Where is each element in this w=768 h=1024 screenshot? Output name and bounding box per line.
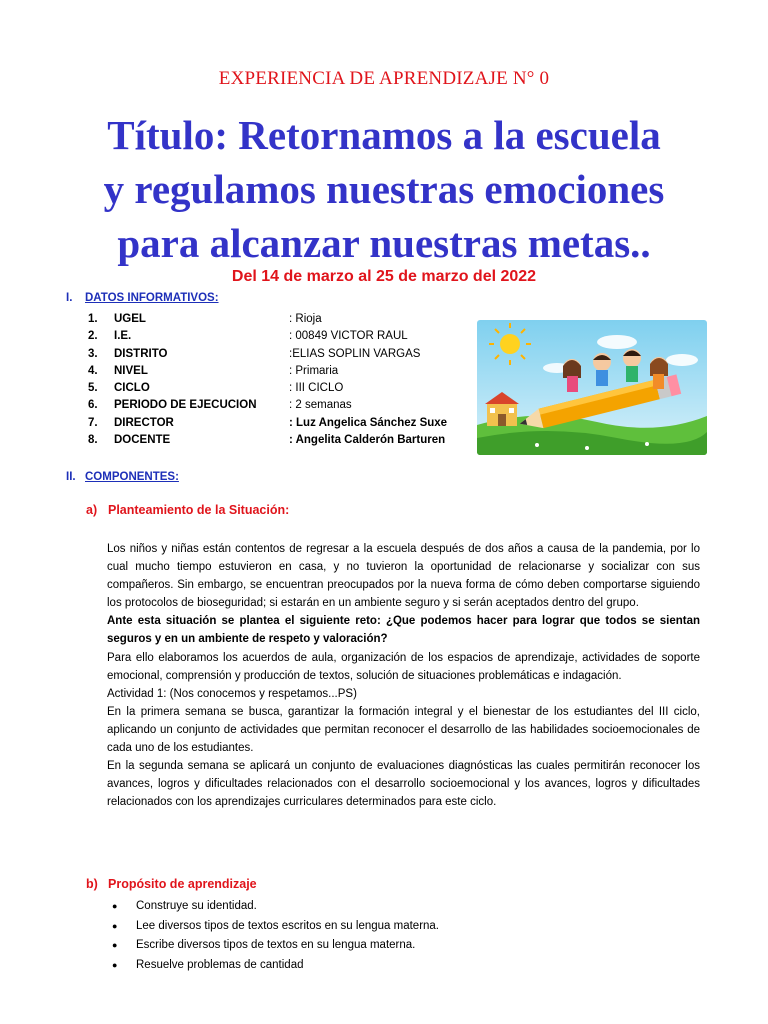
paragraph: Para ello elaboramos los acuerdos de aula, organización de los espacios de aprendizaje, actividades de soporte emocional, comprensión y producción de textos, solución de situaciones problemáticas e indagación.: [107, 651, 700, 682]
challenge-paragraph: [107, 612, 700, 648]
subsection-a-heading: [86, 503, 289, 517]
list-item-text: Resuelve problemas de cantidad: [136, 958, 304, 971]
info-value: : Luz Angelica Sánchez Suxe: [289, 416, 448, 429]
challenge-question: ¿Que podemos hacer para lograr que todos se sientan seguros y en un ambiente de respeto y valoración?: [107, 615, 701, 646]
info-number: 4.: [88, 364, 98, 377]
info-number: 3.: [88, 347, 98, 360]
info-value: : III CICLO: [289, 382, 344, 395]
section-2-heading: [66, 471, 179, 483]
list-item-text: Escribe diversos tipos de textos en su lengua materna.: [136, 939, 416, 951]
situation-text: [107, 540, 700, 811]
info-row: [88, 328, 468, 345]
list-item: [112, 917, 672, 937]
info-row: [88, 311, 468, 328]
date-range: Del 14 de marzo al 25 de marzo del 2022: [231, 268, 537, 285]
info-number: 2.: [88, 330, 98, 343]
section-2-number: II.: [66, 471, 76, 483]
title-line-1: Título: Retornamos a la escuela: [107, 112, 661, 158]
title-line-2: y regulamos nuestras emociones: [103, 166, 665, 212]
paragraph: En la segunda semana se aplicará un conjunto de evaluaciones diagnósticas las cuales permitirán reconocer los avances, logros y dificultades relacionados con el desarrollo socioemocional y los avances, logros y dificultades relacionados con los aprendizajes curriculares determinados para este ciclo.: [107, 760, 700, 809]
page-title: [40, 108, 728, 270]
paragraph: En la primera semana se busca, garantizar la formación integral y el bienestar de los estudiantes del III ciclo, aplicando un conjunto de actividades que permitan reconocer el desarrollo de las habilidades socioemocionales de cada uno de los estudiantes.: [107, 705, 700, 755]
info-value: : Rioja: [289, 313, 322, 325]
info-value: : 2 semanas: [289, 399, 352, 412]
info-row: [88, 432, 468, 449]
info-number: 6.: [88, 399, 98, 412]
bullet-icon: ●: [112, 901, 118, 911]
info-key: DIRECTOR: [114, 416, 174, 429]
info-number: 5.: [88, 382, 98, 395]
info-number: 8.: [88, 434, 98, 447]
info-list: [88, 311, 468, 449]
info-row: [88, 380, 468, 397]
info-value: :ELIAS SOPLIN VARGAS: [289, 347, 421, 360]
info-number: 7.: [88, 416, 98, 429]
info-key: I.E.: [114, 330, 132, 343]
bullet-icon: ●: [112, 920, 118, 931]
purpose-list: [112, 897, 672, 975]
experience-title: EXPERIENCIA DE APRENDIZAJE N° 0: [218, 68, 550, 89]
title-line-3: para alcanzar nuestras metas..: [117, 220, 651, 266]
subsection-b-letter: b): [86, 877, 98, 891]
info-key: DISTRITO: [114, 347, 168, 360]
paragraph: Los niños y niñas están contentos de regresar a la escuela después de dos años a causa de la pandemia, por lo cual mucho tiempo estuvieron en casa, y no tuvieron la oportunidad de relacionarse y socializar con sus compañeros. Sin embargo, se encuentran preocupados por la nueva forma de cómo deben comportarse siguiendo los protocolos de bioseguridad; si estarán en un ambiente seguro y si serán aceptados dentro del grupo.: [107, 543, 700, 610]
info-key: DOCENTE: [114, 434, 171, 447]
info-value: : 00849 VICTOR RAUL: [289, 330, 408, 343]
list-item-text: Lee diversos tipos de textos escritos en su lengua materna.: [136, 919, 440, 932]
section-1-number: I.: [66, 292, 73, 304]
list-item: [112, 897, 672, 917]
paragraph: Actividad 1: (Nos conocemos y respetamos...PS): [107, 687, 357, 700]
info-row: [88, 363, 468, 380]
info-value: : Angelita Calderón Barturen: [289, 434, 446, 447]
info-row: [88, 415, 468, 432]
info-value: : Primaria: [289, 364, 339, 377]
info-row: [88, 397, 468, 414]
list-item-text: Construye su identidad.: [136, 900, 257, 912]
subsection-a-letter: a): [86, 503, 98, 517]
bullet-icon: ●: [112, 940, 118, 950]
list-item: [112, 936, 672, 956]
info-row: [88, 346, 468, 363]
subsection-b-heading: [86, 877, 257, 891]
children-on-pencil-illustration: [477, 320, 707, 455]
subsection-b-title: Propósito de aprendizaje: [108, 877, 257, 891]
list-item: [112, 956, 672, 976]
subsection-a-title: Planteamiento de la Situación:: [108, 503, 290, 517]
section-1-title: DATOS INFORMATIVOS:: [85, 292, 219, 304]
info-key: NIVEL: [114, 364, 148, 377]
info-number: 1.: [88, 313, 98, 325]
section-2-title: COMPONENTES:: [85, 471, 179, 483]
info-key: PERIODO DE EJECUCION: [114, 399, 257, 412]
info-key: CICLO: [114, 382, 150, 395]
challenge-intro: Ante esta situación se plantea el siguiente reto:: [107, 615, 386, 628]
section-1-heading: [66, 292, 219, 304]
bullet-icon: ●: [112, 959, 118, 970]
info-key: UGEL: [114, 313, 146, 325]
